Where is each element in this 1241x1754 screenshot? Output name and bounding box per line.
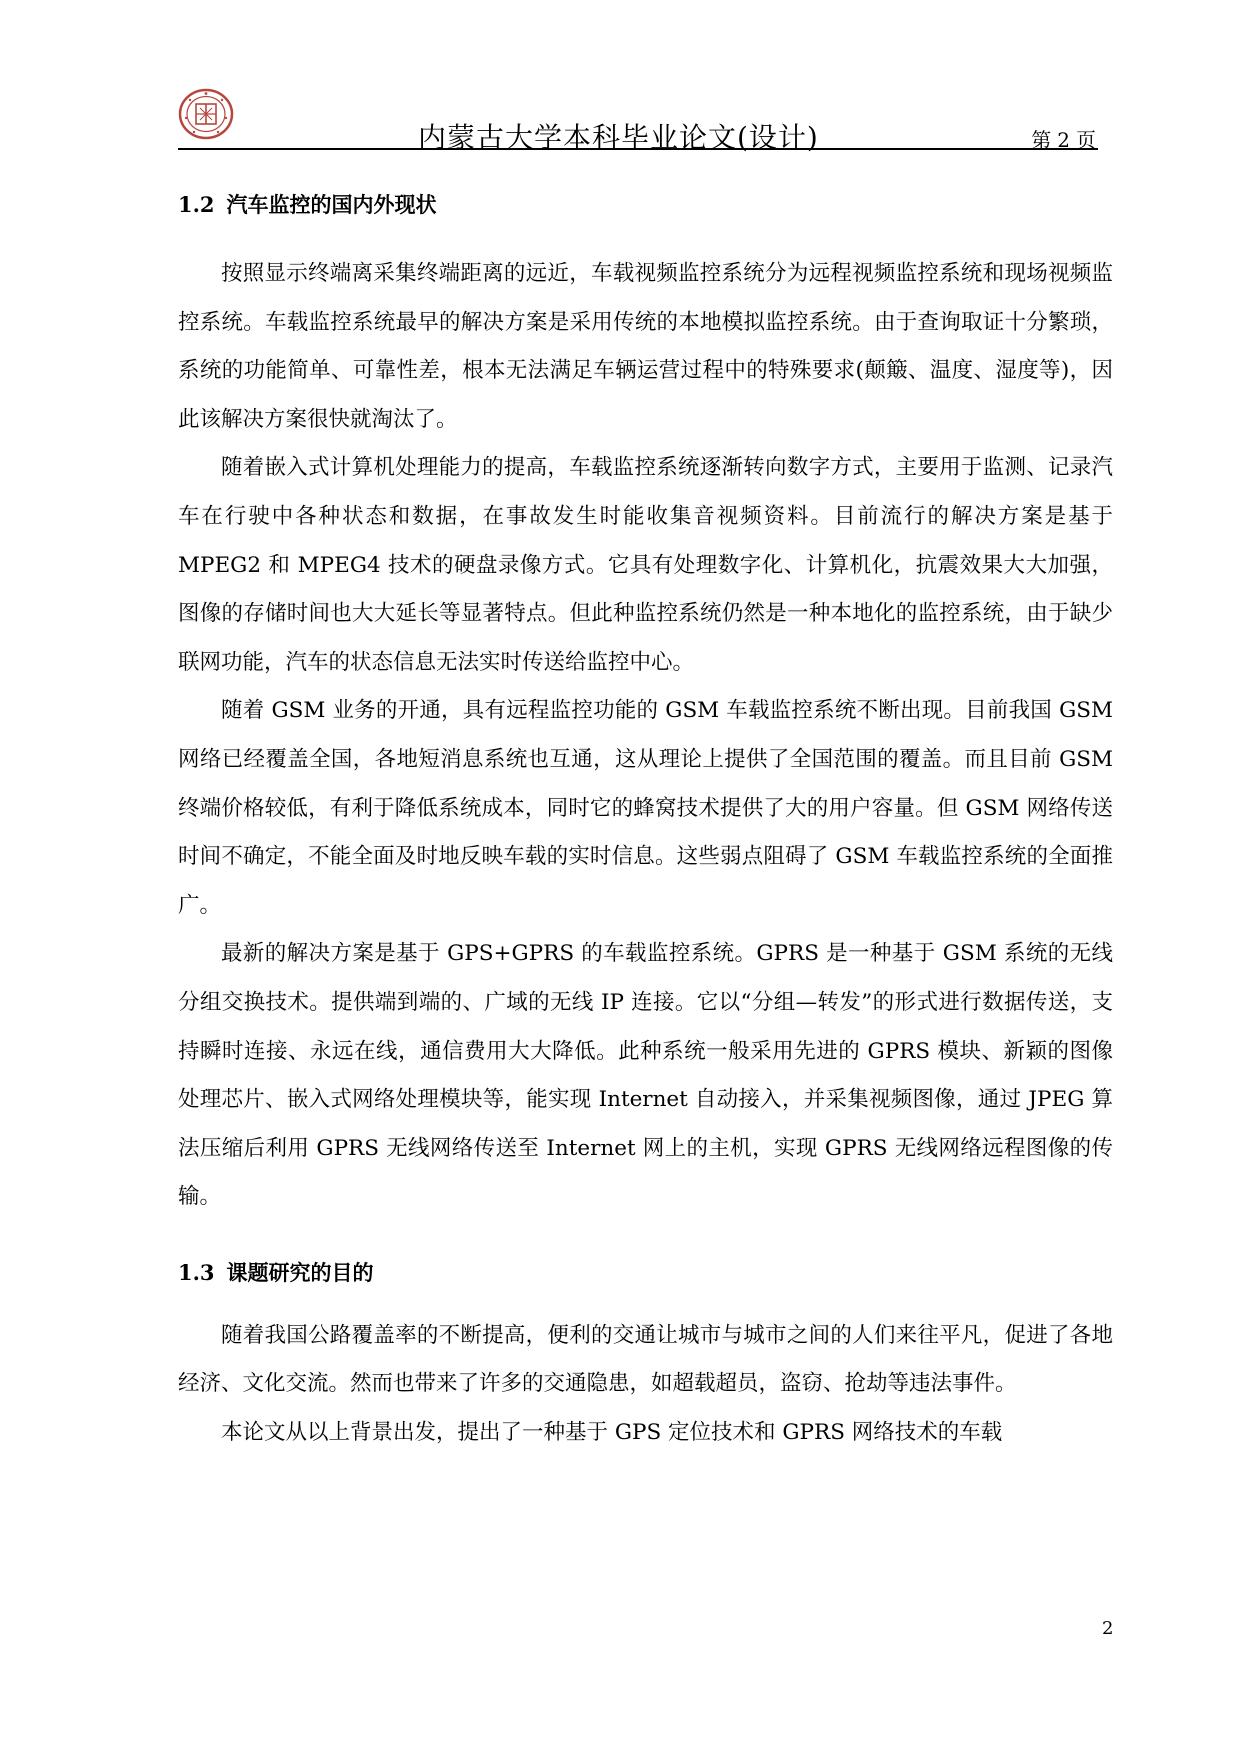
header-page-suffix: 页	[1076, 128, 1096, 152]
paragraph: 本论文从以上背景出发，提出了一种基于 GPS 定位技术和 GPRS 网络技术的车载	[221, 1420, 1003, 1446]
section-heading	[178, 1256, 1113, 1290]
paragraph: 按照显示终端离采集终端距离的远近，车载视频监控系统分为远程视频监控系统和现场视频监控系统。车载监控系统最早的解决方案是采用传统的本地模拟监控系统。由于查询取证十分繁琐，系统的功能简单、可靠性差，根本无法满足车辆运营过程中的特殊要求(颠簸、温度、湿度等)，因此该解决方案很快就淘汰了。	[178, 261, 1113, 432]
paragraph: 随着 GSM 业务的开通，具有远程监控功能的 GSM 车载监控系统不断出现。目前我国 GSM 网络已经覆盖全国，各地短消息系统也互通，这从理论上提供了全国范围的覆盖。而且目前 GSM 终端价格较低，有利于降低系统成本，同时它的蜂窝技术提供了大的用户容量。但 GSM 网络传送时间不确定，不能全面及时地反映车载的实时信息。这些弱点阻碍了 GSM 车载监控系统的全面推广。	[178, 698, 1113, 918]
section-number: 1.2	[178, 192, 215, 217]
section-heading	[178, 188, 1113, 222]
page-header	[178, 88, 1098, 154]
header-title: 内蒙古大学本科毕业论文(设计)	[418, 121, 819, 154]
footer-page-number: 2	[1102, 1618, 1114, 1639]
page-body	[178, 188, 1113, 1458]
section-title: 课题研究的目的	[226, 1260, 374, 1285]
paragraph: 最新的解决方案是基于 GPS+GPRS 的车载监控系统。GPRS 是一种基于 GSM 系统的无线分组交换技术。提供端到端的、广域的无线 IP 连接。它以“分组—转发”的形式进行数据传送，支持瞬时连接、永远在线，通信费用大大降低。此种系统一般采用先进的 GPRS 模块、新颖的图像处理芯片、嵌入式网络处理模块等，能实现 Internet 自动接入，并采集视频图像，通过 JPEG 算法压缩后利用 GPRS 无线网络传送至 Internet 网上的主机，实现 GPRS 无线网络远程图像的传输。	[178, 941, 1113, 1210]
paragraph: 随着我国公路覆盖率的不断提高，便利的交通让城市与城市之间的人们来往平凡，促进了各地经济、文化交流。然而也带来了许多的交通隐患，如超载超员，盗窃、抢劫等违法事件。	[178, 1322, 1113, 1397]
section-number: 1.3	[178, 1259, 215, 1285]
paragraph: 随着嵌入式计算机处理能力的提高，车载监控系统逐渐转向数字方式，主要用于监测、记录汽车在行驶中各种状态和数据，在事故发生时能收集音视频资料。目前流行的解决方案是基于 MPEG2 和 MPEG4 技术的硬盘录像方式。它具有处理数字化、计算机化，抗震效果大大加强，图像的存储时间也大大延长等显著特点。但此种监控系统仍然是一种本地化的监控系统，由于缺少联网功能，汽车的状态信息无法实时传送给监控中心。	[178, 455, 1113, 675]
university-seal-icon	[178, 88, 234, 140]
header-page-prefix: 第	[1031, 128, 1052, 152]
header-rule	[178, 148, 1098, 150]
header-page-number: 2	[1057, 128, 1070, 152]
section-title: 汽车监控的国内外现状	[226, 193, 437, 217]
